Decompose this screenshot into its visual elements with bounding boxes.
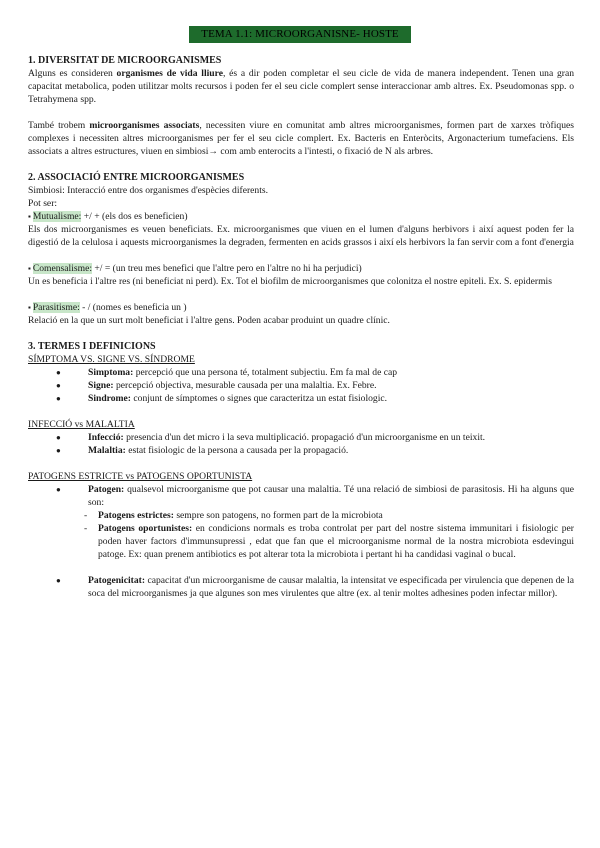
simbiosi-definition: Simbiosi: Interacció entre dos organismes d'espècies diferents. bbox=[28, 185, 268, 196]
list-item bbox=[28, 509, 574, 522]
term-text: capacitat d'un microorganisme de causar malaltia, la intensitat ve especificada per virulencia que depenen de la soca del microorganismes ja que algunes son mes virulentes que altre (ex. al tenir moltes adhesines poden infectar millor). bbox=[88, 575, 574, 599]
mutualisme-item bbox=[28, 210, 574, 223]
subheading-infeccio: INFECCIÓ vs MALALTIA bbox=[28, 419, 135, 430]
term-text: en condicions normals es troba controlat per part del nostre sistema immunitari i fisiologic per poden haver factors d'immunsupressi , edat que fan que el microorganisme normal de la nostra microbiota esdevingui patoge. Ex: quan prenem antibiotics es pot alterar tota la microbiota i pertant hi ha candidasi vaginal o bucal. bbox=[98, 523, 574, 560]
text-run: També trobem bbox=[28, 120, 90, 131]
section-1-paragraph-2 bbox=[28, 119, 574, 158]
comensalisme-label: Comensalisme: bbox=[32, 263, 92, 274]
bullet-icon: ▪ bbox=[28, 303, 33, 312]
term-text: qualsevol microorganisme que pot causar una malaltia. Té una relació de simbiosi de parasitosis. Hi ha alguns que son: bbox=[88, 484, 574, 508]
subheading-patogens: PATOGENS ESTRICTE vs PATOGENS OPORTUNISTA bbox=[28, 471, 253, 482]
parasitisme-text: Relació en la que un surt molt beneficiat i l'altre gens. Poden acabar produint un quadre clínic. bbox=[28, 315, 390, 326]
text-run: , és a dir poden completar el seu cicle de vida de manera independent. Tenen una gran capacitat metabolica, poden utilitzar molts recursos i poden fer el seu cicle complert sense interaccionar amb altres. Ex. Pseudomonas spp. o Tetrahymena spp. bbox=[28, 68, 574, 105]
parasitisme-label: Parasitisme: bbox=[32, 302, 80, 313]
pot-ser-label: Pot ser: bbox=[28, 198, 58, 209]
term-text: conjunt de símptomes o signes que caracteritza un estat fisiologic. bbox=[131, 393, 388, 404]
bullet-list bbox=[28, 574, 574, 600]
text-run: - / (nomes es beneficia un ) bbox=[79, 302, 187, 313]
subheading-simptoma: SÍMPTOMA VS. SIGNE VS. SÍNDROME bbox=[28, 354, 195, 365]
term-label: Patogens oportunistes: bbox=[98, 523, 193, 534]
term-text: sempre son patogens, no formen part de la microbiota bbox=[173, 510, 383, 521]
list-item bbox=[28, 444, 574, 457]
term-label: Patogens estrictes: bbox=[98, 510, 174, 521]
bullet-icon: ▪ bbox=[28, 264, 33, 273]
term-text: estat fisiologic de la persona a causada per la propagació. bbox=[125, 445, 349, 456]
term-label: Simptoma: bbox=[88, 367, 134, 378]
text-run: , necessiten viure en comunitat amb altres microorganismes, formen part de xarxes tròfiques complexes i necessiten altres microorganismes per fer el seu cicle complert. Ex. Bacteris en Enteròcits, Argonacterium tumefaciens. Els associats a altres estructures, viuen en simbiosi→ com amb enterocits a l'intesti, o fixació de N als arbres. bbox=[28, 120, 574, 157]
bullet-list bbox=[28, 483, 574, 509]
section-1-paragraph-1 bbox=[28, 67, 574, 106]
term-label: Patogenicitat: bbox=[88, 575, 146, 586]
list-item bbox=[28, 522, 574, 561]
bullet-icon: ▪ bbox=[28, 212, 33, 221]
comensalisme-text: Un es beneficia i l'altre res (ni beneficiat ni perd). Ex. Tot el biofilm de microorganismes que colonitza el nostre epiteli. Ex. S. epidermis bbox=[28, 276, 552, 287]
bold-term: microorganismes associats bbox=[89, 120, 200, 131]
bullet-list bbox=[28, 366, 574, 405]
term-text: percepció objectiva, mesurable causada per una malaltia. Ex. Febre. bbox=[113, 380, 377, 391]
document-body bbox=[28, 54, 574, 600]
term-label: Signe: bbox=[88, 380, 114, 391]
mutualisme-text: Els dos microorganismes es veuen beneficiats. Ex. microorganismes que viuen en el lumen d'alguns herbivors i així aquest poden fer la digestió de la celulosa i aquests microorganismes la degraden, fermenten en acids grassos i així els herbivors la fan servir com a font d'energia bbox=[28, 224, 574, 248]
term-label: Malaltia: bbox=[88, 445, 126, 456]
comensalisme-item bbox=[28, 262, 574, 275]
section-1-heading: 1. DIVERSITAT DE MICROORGANISMES bbox=[28, 55, 222, 66]
parasitisme-item bbox=[28, 301, 574, 314]
term-label: Patogen: bbox=[88, 484, 125, 495]
term-text: percepció que una persona té, totalment subjectiu. Em fa mal de cap bbox=[133, 367, 398, 378]
term-label: Infecció: bbox=[88, 432, 124, 443]
text-run: Alguns es consideren bbox=[28, 68, 117, 79]
list-item bbox=[28, 366, 574, 379]
list-item bbox=[28, 379, 574, 392]
text-run: +/ = (un treu mes benefici que l'altre pero en l'altre no hi ha perjudici) bbox=[92, 263, 362, 274]
bold-term: organismes de vida lliure bbox=[116, 68, 223, 79]
page-title: TEMA 1.1: MICROORGANISNE- HOSTE bbox=[189, 26, 411, 43]
dash-list bbox=[28, 509, 574, 561]
list-item bbox=[28, 574, 574, 600]
bullet-list bbox=[28, 431, 574, 457]
term-text: presencia d'un det micro i la seva multiplicació. propagació d'un microorganisme en un teixit. bbox=[123, 432, 486, 443]
list-item bbox=[28, 483, 574, 509]
text-run: +/ + (els dos es beneficien) bbox=[81, 211, 188, 222]
list-item bbox=[28, 392, 574, 405]
section-3-heading: 3. TERMES I DEFINICIONS bbox=[28, 341, 156, 352]
term-label: Sindrome: bbox=[88, 393, 131, 404]
list-item bbox=[28, 431, 574, 444]
section-2-heading: 2. ASSOCIACIÓ ENTRE MICROORGANISMES bbox=[28, 172, 245, 183]
mutualisme-label: Mutualisme: bbox=[32, 211, 82, 222]
